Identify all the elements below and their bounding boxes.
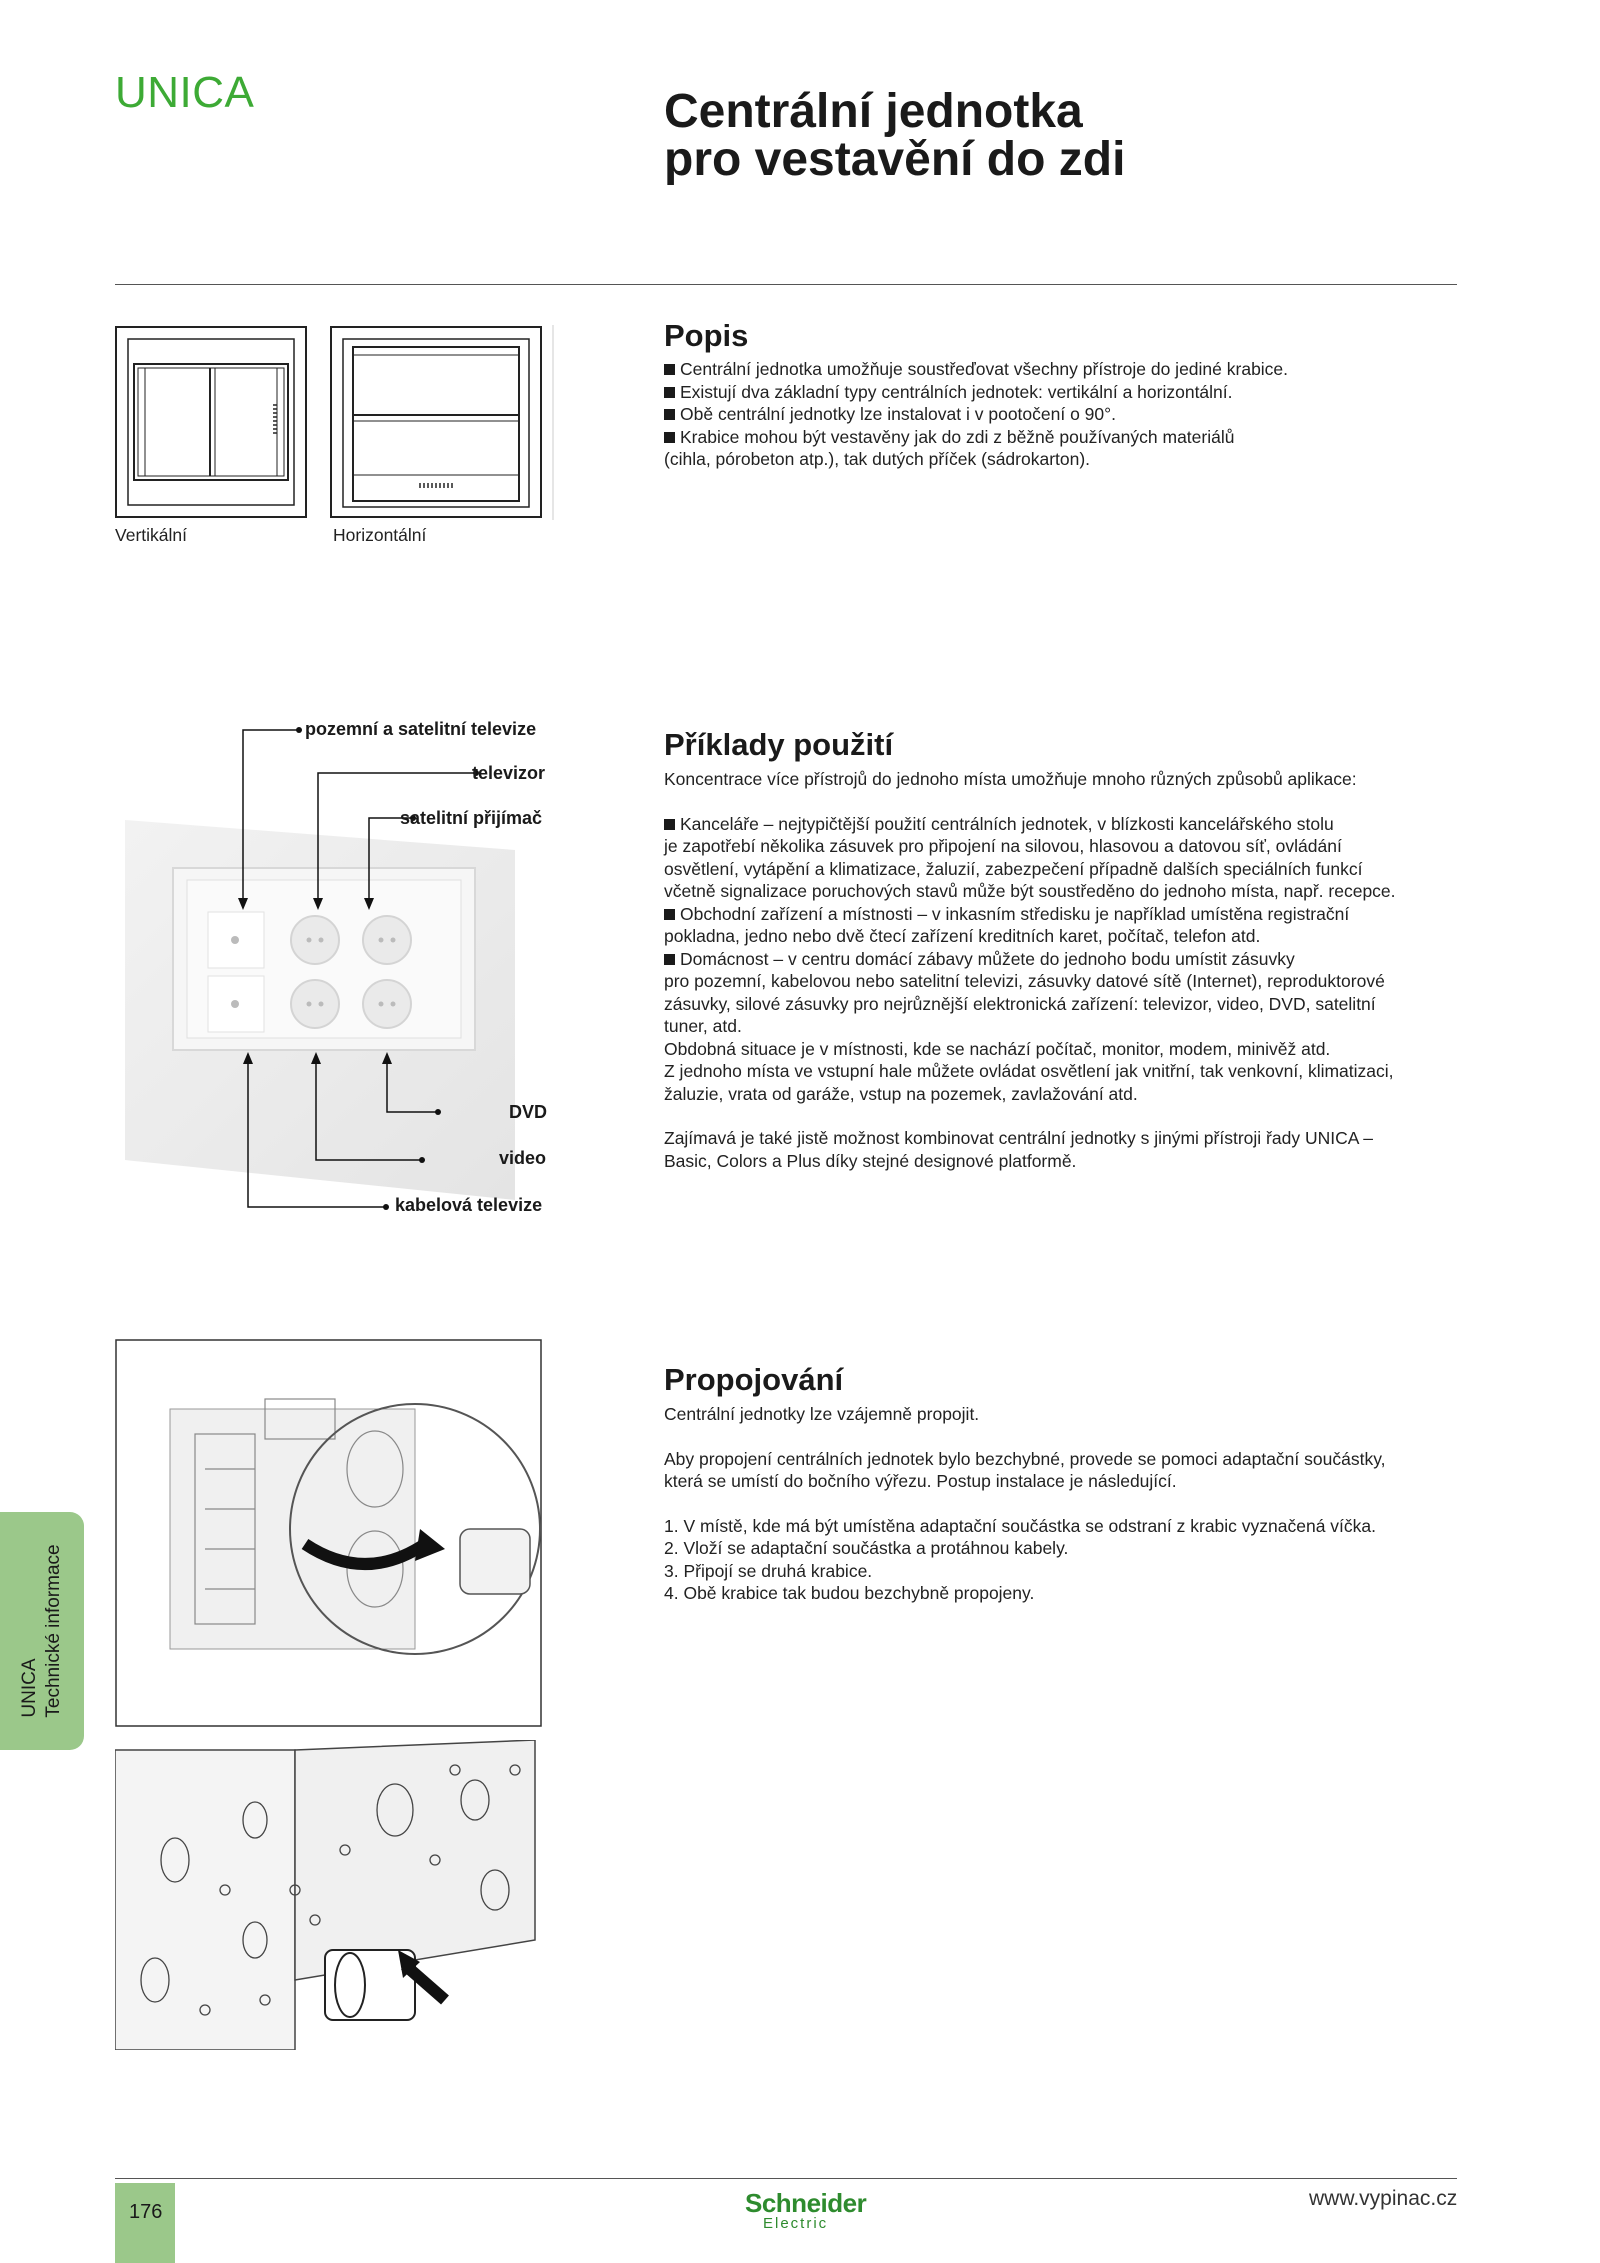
vertical-unit-drawing bbox=[116, 327, 306, 517]
side-tab-label: UNICA Technické informace bbox=[19, 1544, 64, 1718]
label-kabelova-televize: kabelová televize bbox=[395, 1195, 543, 1215]
page-title: Centrální jednotka pro vestavění do zdi bbox=[664, 85, 1126, 186]
horizontal-unit-drawing bbox=[331, 327, 541, 517]
footer-url[interactable]: www.vypinac.cz bbox=[1309, 2187, 1458, 2210]
popis-text bbox=[664, 358, 1288, 471]
propojovani-text: Centrální jednotky lze vzájemně propojit. Aby propojení centrálních jednotek bylo bezchybné, provede se pomoci adaptační součástky, která se umístí do bočního výřezu. Postup instalace je následující. 1. V místě, kde má být umístěna adaptační součástka se odstraní z krabic vyznačená víčka. 2. Vloží se adaptační součástka a protáhnou kabely. 3. Připojí se druhá krabice. 4. Obě krabice tak budou bezchybně propojeny. bbox=[664, 1404, 1386, 1603]
step-item: 1. V místě, kde má být umístěna adaptační součástka se odstraní z krabic vyznačená víčka. bbox=[664, 1515, 1377, 1536]
horizontal-caption: Horizontální bbox=[333, 525, 427, 545]
page-number-box bbox=[115, 2183, 175, 2263]
vertical-caption: Vertikální bbox=[115, 525, 187, 545]
schneider-logo: Schneider Electric bbox=[745, 2188, 867, 2232]
popis-continuation: (cihla, pórobeton atp.), tak dutých příček (sádrokarton). bbox=[664, 449, 1091, 469]
unit-drawings bbox=[115, 325, 555, 520]
section-heading-popis: Popis bbox=[664, 318, 749, 353]
brand-title: UNICA bbox=[115, 68, 255, 117]
step-item: 3. Připojí se druhá krabice. bbox=[664, 1560, 873, 1581]
label-dvd: DVD bbox=[509, 1102, 548, 1122]
label-pozemni-satelitni: pozemní a satelitní televize bbox=[305, 719, 537, 739]
side-tab[interactable] bbox=[0, 1512, 84, 1750]
popis-bullet: Centrální jednotka umožňuje soustřeďovat všechny přístroje do jediné krabice. bbox=[664, 358, 1288, 381]
popis-bullet: Obě centrální jednotky lze instalovat i v pootočení o 90°. bbox=[664, 403, 1288, 426]
priklady-text: Koncentrace více přístrojů do jednoho místa umožňuje mnoho různých způsobů aplikace: Kanceláře – nejtypičtější použití centrálních jednotek, v blízkosti kancelářského stolu je zapotřebí několika zásuvek pro připojení na silovou, hlasovou a datovou síť, ovládání osvětlení, vytápění a klimatizace, žaluzií, zabezpečení případně dalších speciálních funkcí včetně signalizace poruchových stavů může být soustředěno do jednoho místa, např. recepce. Obchodní zařízení a místnosti – v inkasním středisku je například umístěna registrační pokladna, jedno nebo dvě čtecí zařízení kreditních karet, počítač, telefon atd. Domácnost – v centru domácí zábavy můžete do jednoho bodu umístit zásuvky pro pozemní, kabelovou nebo satelitní televizi, zásuvky datové sítě (Internet), reproduktorové zásuvky, silové zásuvky pro nejrůznější elektronická zařízení: televizor, video, DVD, satelitní tuner, atd. Obdobná situace je v místnosti, kde se nachází počítač, monitor, modem, minivěž atd. Z jednoho místa ve vstupní hale můžete ovládat osvětlení jak vnitřní, tak venkovní, klimatizaci, žaluzie, vrata od garáže, vstup na pozemek, zavlažování atd. Zajímavá je také jistě možnost kombinovat centrální jednotky s jinými přístroji řady UNICA – Basic, Colors a Plus díky stejné designové platformě. bbox=[664, 769, 1396, 1171]
footer-divider bbox=[115, 2178, 1457, 2179]
popis-bullet: Existují dva základní typy centrálních jednotek: vertikální a horizontální. bbox=[664, 381, 1288, 404]
section-heading-priklady: Příklady použití bbox=[664, 727, 894, 762]
label-satelitni-prijimac: satelitní přijímač bbox=[400, 808, 543, 828]
installation-illustration-2 bbox=[115, 1740, 555, 2050]
step-item: 4. Obě krabice tak budou bezchybně propojeny. bbox=[664, 1583, 1035, 1603]
label-televizor: televizor bbox=[472, 763, 546, 783]
installation-illustration-1 bbox=[115, 1339, 542, 1727]
label-video: video bbox=[499, 1148, 547, 1168]
header-divider bbox=[115, 284, 1457, 285]
popis-bullet: Krabice mohou být vestavěny jak do zdi z běžně používaných materiálů bbox=[664, 426, 1288, 449]
step-item: 2. Vloží se adaptační součástka a protáhnou kabely. bbox=[664, 1538, 1069, 1558]
section-heading-propojovani: Propojování bbox=[664, 1362, 844, 1397]
page-number: 176 bbox=[129, 2201, 163, 2223]
